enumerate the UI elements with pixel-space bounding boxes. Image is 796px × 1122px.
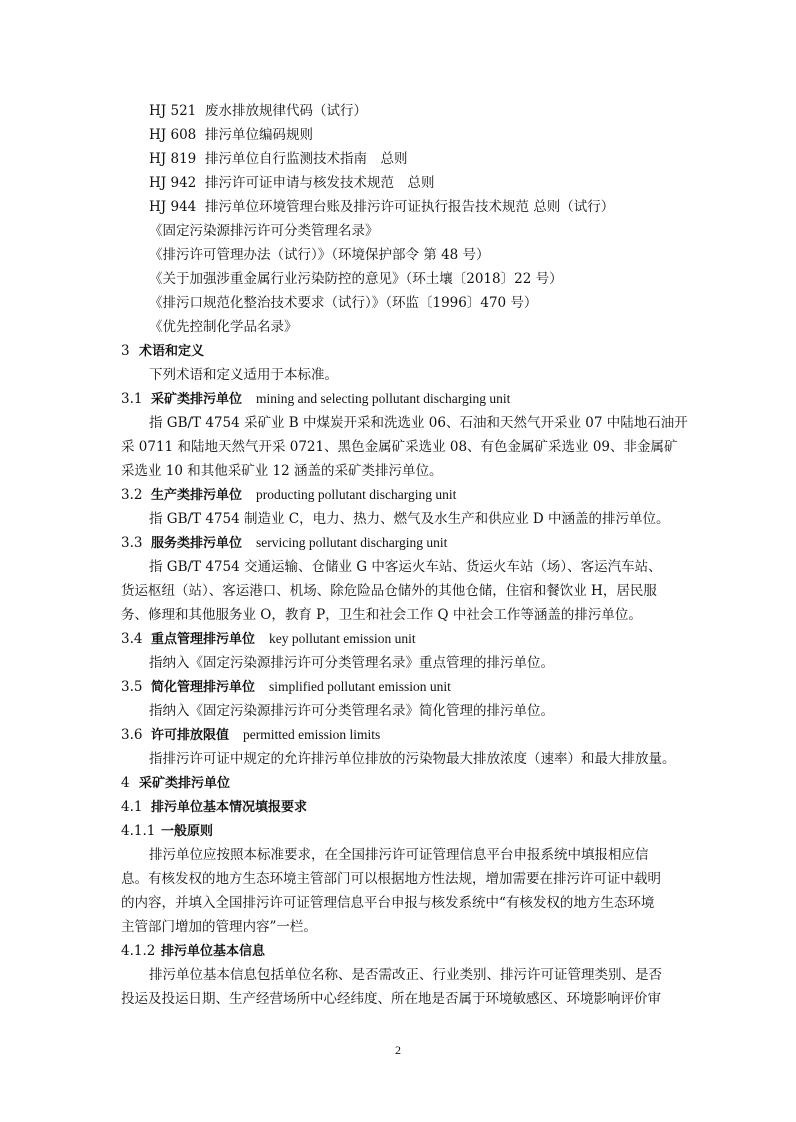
reference-line: HJ 521 废水排放规律代码（试行） — [149, 103, 367, 119]
paragraph-line: 货运枢纽（站）、客运港口、机场、除危险品仓储外的其他仓储，住宿和餐饮业 H，居民服 — [121, 583, 657, 599]
paragraph-line: 采 0711 和陆地天然气开采 0721、黑色金属矿采选业 08、有色金属矿采选业 09、非金属矿 — [121, 439, 678, 455]
paragraph-line: 的内容，并填入全国排污许可证管理信息平台申报与核发系统中“有核发权的地方生态环境 — [121, 895, 655, 911]
reference-line: HJ 608 排污单位编码规则 — [149, 127, 313, 143]
term-heading: 3.4 重点管理排污单位 key pollutant emission unit — [121, 631, 416, 647]
document-reference: 《优先控制化学品名录》 — [149, 319, 298, 335]
paragraph-line: 下列术语和定义适用于本标准。 — [149, 367, 338, 383]
subsubsection-heading: 4.1.1 一般原则 — [121, 823, 214, 839]
term-heading: 3.1 采矿类排污单位 mining and selecting pollutant discharging unit — [121, 391, 511, 407]
document-reference: 《关于加强涉重金属行业污染防控的意见》（环土壤〔2018〕22 号） — [149, 271, 563, 287]
reference-line: HJ 819 排污单位自行监测技术指南 总则 — [149, 151, 408, 167]
paragraph-line: 务、修理和其他服务业 O，教育 P，卫生和社会工作 Q 中社会工作等涵盖的排污单位。 — [121, 607, 642, 623]
paragraph-line: 指 GB/T 4754 采矿业 B 中煤炭开采和洗选业 06、石油和天然气开采业 07 中陆地石油开 — [149, 415, 688, 431]
paragraph-line: 采选业 10 和其他采矿业 12 涵盖的采矿类排污单位。 — [121, 463, 443, 479]
term-heading: 3.3 服务类排污单位 servicing pollutant discharging unit — [121, 535, 448, 551]
paragraph-line: 指 GB/T 4754 制造业 C，电力、热力、燃气及水生产和供应业 D 中涵盖的排污单位。 — [149, 511, 670, 527]
term-heading: 3.2 生产类排污单位 producting pollutant discharging unit — [121, 487, 457, 503]
document-reference: 《排污许可管理办法（试行）》（环境保护部令 第 48 号） — [149, 247, 490, 263]
term-heading: 3.6 许可排放限值 permitted emission limits — [121, 727, 381, 743]
term-heading: 3.5 简化管理排污单位 simplified pollutant emission unit — [121, 679, 451, 695]
paragraph-line: 息。有核发权的地方生态环境主管部门可以根据地方性法规，增加需要在排污许可证中载明 — [121, 871, 661, 887]
page-number: 2 — [395, 1043, 401, 1057]
subsection-heading: 4.1 排污单位基本情况填报要求 — [121, 799, 308, 815]
paragraph-line: 指排污许可证中规定的允许排污单位排放的污染物最大排放浓度（速率）和最大排放量。 — [149, 751, 676, 767]
paragraph-line: 投运及投运日期、生产经营场所中心经纬度、所在地是否属于环境敏感区、环境影响评价审 — [121, 991, 661, 1007]
document-reference: 《排污口规范化整治技术要求（试行）》（环监〔1996〕470 号） — [149, 295, 538, 311]
paragraph-line: 排污单位应按照本标准要求，在全国排污许可证管理信息平台申报系统中填报相应信 — [149, 847, 649, 863]
paragraph-line: 主管部门增加的管理内容”一栏。 — [121, 919, 317, 935]
subsubsection-heading: 4.1.2 排污单位基本信息 — [121, 943, 266, 959]
document-reference: 《固定污染源排污许可分类管理名录》 — [149, 223, 379, 239]
section-heading: 3 术语和定义 — [121, 343, 205, 359]
paragraph-line: 指纳入《固定污染源排污许可分类管理名录》简化管理的排污单位。 — [149, 703, 554, 719]
paragraph-line: 指 GB/T 4754 交通运输、仓储业 G 中客运火车站、货运火车站（场）、客运汽车站、 — [149, 559, 662, 575]
paragraph-line: 指纳入《固定污染源排污许可分类管理名录》重点管理的排污单位。 — [149, 655, 554, 671]
paragraph-line: 排污单位基本信息包括单位名称、是否需改正、行业类别、排污许可证管理类别、是否 — [149, 967, 662, 983]
reference-line: HJ 944 排污单位环境管理台账及排污许可证执行报告技术规范 总则（试行） — [149, 199, 615, 215]
reference-line: HJ 942 排污许可证申请与核发技术规范 总则 — [149, 175, 435, 191]
section-heading: 4 采矿类排污单位 — [121, 775, 231, 791]
